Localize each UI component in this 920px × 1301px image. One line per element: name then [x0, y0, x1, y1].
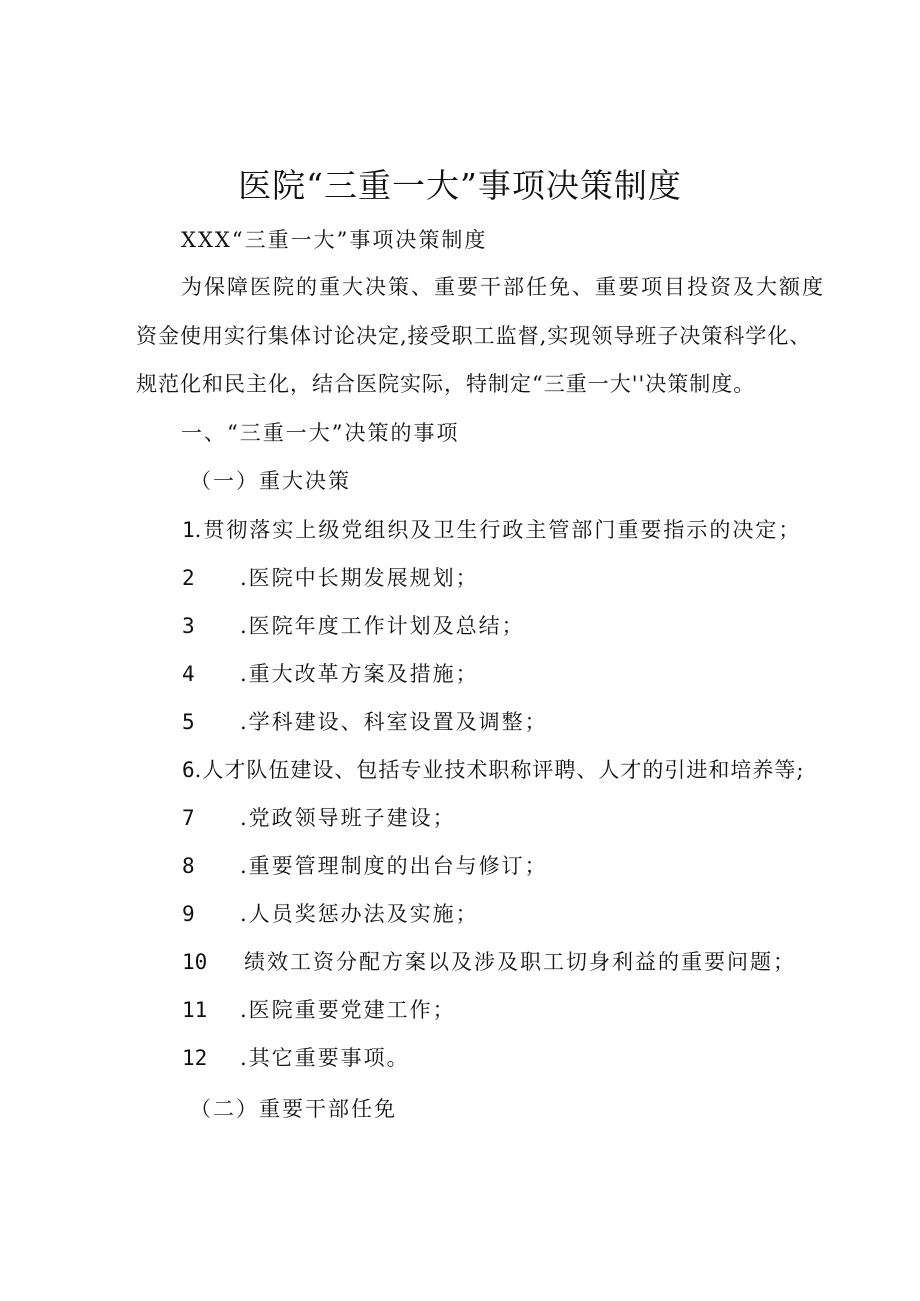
list-item	[182, 995, 456, 1025]
item-text: .人才队伍建设、包括专业技术职称评聘、人才的引进和培养等;	[194, 758, 805, 782]
item-text: .医院年度工作计划及总结；	[240, 614, 525, 638]
item-text: .学科建设、科室设置及调整；	[240, 710, 548, 734]
item-number: 10	[182, 950, 208, 974]
item-number: 1	[182, 518, 195, 542]
item-number: 4	[182, 662, 195, 686]
list-item	[182, 947, 796, 977]
item-number: 11	[182, 998, 208, 1022]
subsection-heading: （二）重要干部任免	[190, 1097, 397, 1121]
item-number: 5	[182, 710, 195, 734]
item-number: 3	[182, 614, 195, 638]
list-item	[182, 563, 479, 593]
intro-line-2: 资金使用实行集体讨论决定,接受职工监督,实现领导班子决策科学化、	[136, 324, 812, 348]
list-item	[182, 851, 548, 881]
item-number: 2	[182, 566, 195, 590]
list-item	[182, 611, 525, 641]
item-text: .党政领导班子建设；	[240, 806, 456, 830]
item-number: 8	[182, 854, 195, 878]
list-item	[182, 803, 456, 833]
list-item	[182, 707, 548, 737]
item-number: 6	[182, 758, 195, 782]
item-number: 12	[182, 1046, 208, 1070]
document-subtitle: XXX“三重一大”事项决策制度	[181, 228, 488, 252]
list-item	[182, 899, 479, 929]
list-item	[182, 1043, 410, 1073]
item-text: .重大改革方案及措施；	[240, 662, 479, 686]
item-text: .医院重要党建工作；	[240, 998, 456, 1022]
item-text: .贯彻落实上级党组织及卫生行政主管部门重要指示的决定；	[194, 518, 802, 542]
intro-line-1: 为保障医院的重大决策、重要干部任免、重要项目投资及大额度	[181, 275, 825, 299]
item-text: .医院中长期发展规划；	[240, 566, 479, 590]
item-text: 绩效工资分配方案以及涉及职工切身利益的重要问题；	[244, 950, 796, 974]
item-text: .重要管理制度的出台与修订；	[240, 854, 548, 878]
section-heading: 一、“三重一大”决策的事项	[181, 421, 460, 445]
item-text: .其它重要事项。	[240, 1046, 410, 1070]
item-text: .人员奖惩办法及实施；	[240, 902, 479, 926]
intro-line-3: 规范化和民主化，结合医院实际，特制定“三重一大''决策制度。	[136, 372, 756, 396]
item-number: 9	[182, 902, 195, 926]
subsection-heading: （一）重大决策	[190, 469, 351, 493]
item-number: 7	[182, 806, 195, 830]
document-title: 医院“三重一大”事项决策制度	[238, 166, 682, 205]
list-item	[182, 755, 804, 785]
list-item	[182, 659, 479, 689]
list-item	[182, 515, 801, 545]
